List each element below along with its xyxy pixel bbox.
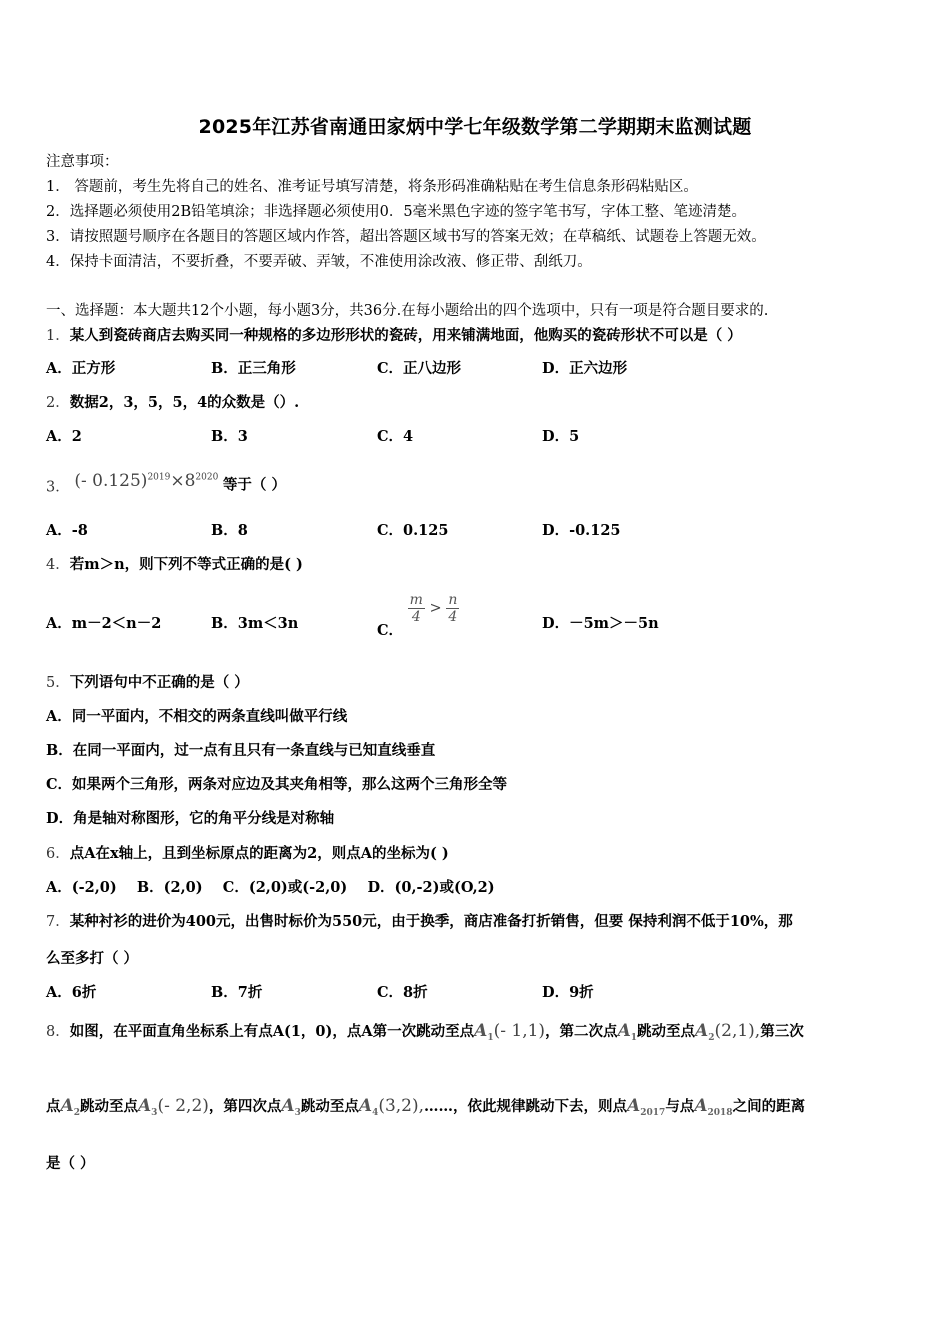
question-8-line-2 [46, 1092, 805, 1127]
point-label: A [617, 1021, 631, 1041]
question-stem: 下列语句中不正确的是（ ） [69, 674, 249, 691]
point-subscript: 1 [487, 1032, 494, 1043]
stem-text: ……，依此规律跳动下去，则点 [424, 1098, 628, 1115]
option-label: C． [377, 621, 404, 639]
option-a: A．正方形 [46, 360, 116, 377]
page-title: 2025年江苏省南通田家炳中学七年级数学第二学期期末监测试题 [198, 116, 752, 138]
point-coordinate: (3,2), [378, 1096, 425, 1116]
point-label: A [281, 1096, 295, 1116]
question-stem: 若m＞n，则下列不等式正确的是( ) [69, 556, 303, 573]
point-label: A [695, 1021, 709, 1041]
point-coordinate: (- 2,2) [157, 1096, 209, 1116]
option-d: D．角是轴对称图形，它的角平分线是对称轴 [46, 810, 335, 827]
question-8 [46, 1017, 804, 1052]
question-3 [46, 464, 286, 501]
option-b: B．3 [211, 428, 248, 445]
option-d: D．-0.125 [542, 522, 621, 539]
math-times: ×8 [170, 470, 196, 491]
option-c [377, 592, 459, 641]
question-number: 6． [46, 846, 70, 862]
point-subscript: 2 [708, 1032, 715, 1043]
point-subscript: 1 [630, 1032, 638, 1043]
option-b: B．7折 [211, 984, 263, 1001]
note-item-2: 2．选择题必须使用2B铅笔填涂；非选择题必须使用0．5毫米黑色字迹的签字笔书写，字体工整、笔迹清楚。 [46, 204, 747, 220]
option-d: D．5 [542, 428, 580, 445]
stem-text: 点 [46, 1098, 61, 1115]
question-number: 8． [46, 1024, 70, 1040]
stem-text: 跳动至点 [79, 1098, 138, 1115]
option-a: A．同一平面内，不相交的两条直线叫做平行线 [46, 708, 348, 725]
notes-heading: 注意事项： [46, 154, 119, 170]
point-label: A [627, 1096, 641, 1116]
question-number: 4． [46, 557, 70, 573]
option-d: D．9折 [542, 984, 594, 1001]
option-c: C．4 [377, 428, 414, 445]
question-7 [46, 912, 793, 932]
math-exponent: 2020 [195, 472, 219, 482]
point-subscript: 4 [372, 1107, 379, 1118]
point-label: A [60, 1096, 74, 1116]
note-item-3: 3．请按照题号顺序在各题目的答题区域内作答，超出答题区域书写的答案无效；在草稿纸、试题卷上答题无效。 [46, 229, 766, 245]
point-label: A [474, 1021, 488, 1041]
point-subscript: 2 [73, 1107, 80, 1118]
denominator: 4 [448, 609, 458, 625]
option-c: C．如果两个三角形，两条对应边及其夹角相等，那么这两个三角形全等 [46, 776, 508, 793]
question-6-options: A．(-2,0) B．(2,0) C．(2,0)或(-2,0) D．(0,-2)或(O,2) [46, 879, 495, 896]
stem-text: 跳动至点 [300, 1098, 359, 1115]
question-1 [46, 326, 742, 346]
option-c: C．0.125 [377, 522, 449, 539]
point-label: A [694, 1096, 708, 1116]
option-a: A．6折 [46, 984, 97, 1001]
option-a: A．-8 [46, 522, 88, 539]
math-exponent: 2019 [147, 472, 171, 482]
question-stem: 点A在x轴上，且到坐标原点的距离为2，则点A的坐标为( ) [69, 845, 449, 862]
question-number: 1． [46, 328, 70, 344]
question-5 [46, 673, 249, 693]
question-number: 5． [46, 675, 70, 691]
stem-text: 第三次 [760, 1023, 804, 1040]
point-subscript: 3 [294, 1107, 301, 1118]
question-stem: 如图，在平面直角坐标系上有点A(1，0)，点A第一次跳动至点 [69, 1023, 475, 1040]
numerator: m [409, 592, 423, 608]
option-b: B．8 [211, 522, 248, 539]
stem-text: 之间的距离 [732, 1098, 806, 1115]
math-base: (- 0.125) [74, 470, 148, 491]
option-c: C．8折 [377, 984, 428, 1001]
point-subscript: 2017 [640, 1107, 666, 1118]
note-item-4: 4．保持卡面清洁，不要折叠，不要弄破、弄皱，不准使用涂改液、修正带、刮纸刀。 [46, 254, 592, 270]
greater-than-sign: > [429, 600, 442, 617]
stem-text: ，第二次点 [545, 1023, 618, 1040]
point-subscript: 2018 [707, 1107, 733, 1118]
option-b: B．3m＜3n [211, 615, 299, 632]
option-a: A．m－2＜n－2 [46, 615, 162, 632]
section-heading: 一、选择题：本大题共12个小题，每小题3分，共36分.在每小题给出的四个选项中，只有一项是符合题目要求的. [46, 303, 769, 319]
point-subscript: 3 [151, 1107, 158, 1118]
fraction-n-over-4 [446, 592, 459, 625]
denominator: 4 [411, 609, 421, 625]
stem-text: 跳动至点 [637, 1023, 696, 1040]
math-expression [74, 471, 218, 491]
option-c: C．正八边形 [377, 360, 462, 377]
question-number: 3． [46, 479, 70, 496]
question-number: 7． [46, 914, 70, 930]
note-item-1: 1． 答题前，考生先将自己的姓名、准考证号填写清楚，将条形码准确粘贴在考生信息条形码粘贴区。 [46, 179, 698, 195]
option-d: D．－5m＞－5n [542, 615, 659, 632]
question-stem: 某人到瓷砖商店去购买同一种规格的多边形形状的瓷砖，用来铺满地面，他购买的瓷砖形状不可以是（ ） [69, 327, 742, 344]
option-a: A．2 [46, 428, 82, 445]
question-4 [46, 555, 303, 575]
point-coordinate: (- 1,1) [493, 1021, 546, 1041]
question-stem: 数据2，3，5，5，4的众数是（）. [69, 394, 300, 411]
point-label: A [137, 1096, 152, 1116]
fraction-m-over-4 [408, 592, 425, 625]
stem-text: 与点 [665, 1098, 695, 1115]
point-label: A [358, 1096, 373, 1116]
stem-text: ，第四次点 [208, 1098, 282, 1115]
option-b: B．在同一平面内，过一点有且只有一条直线与已知直线垂直 [46, 742, 436, 759]
question-6 [46, 844, 449, 864]
option-d: D．正六边形 [542, 360, 628, 377]
numerator: n [448, 592, 458, 608]
question-8-line-3: 是（ ） [46, 1155, 95, 1172]
question-number: 2． [46, 395, 70, 411]
point-coordinate: (2,1), [714, 1021, 761, 1041]
question-stem: 等于（ ） [222, 476, 286, 494]
question-stem: 某种衬衫的进价为400元，出售时标价为550元，由于换季，商店准备打折销售，但要 保持利润不低于10%，那 [69, 913, 793, 930]
question-2 [46, 393, 299, 413]
option-b: B．正三角形 [211, 360, 296, 377]
question-7-continued: 么至多打（ ） [46, 950, 139, 967]
